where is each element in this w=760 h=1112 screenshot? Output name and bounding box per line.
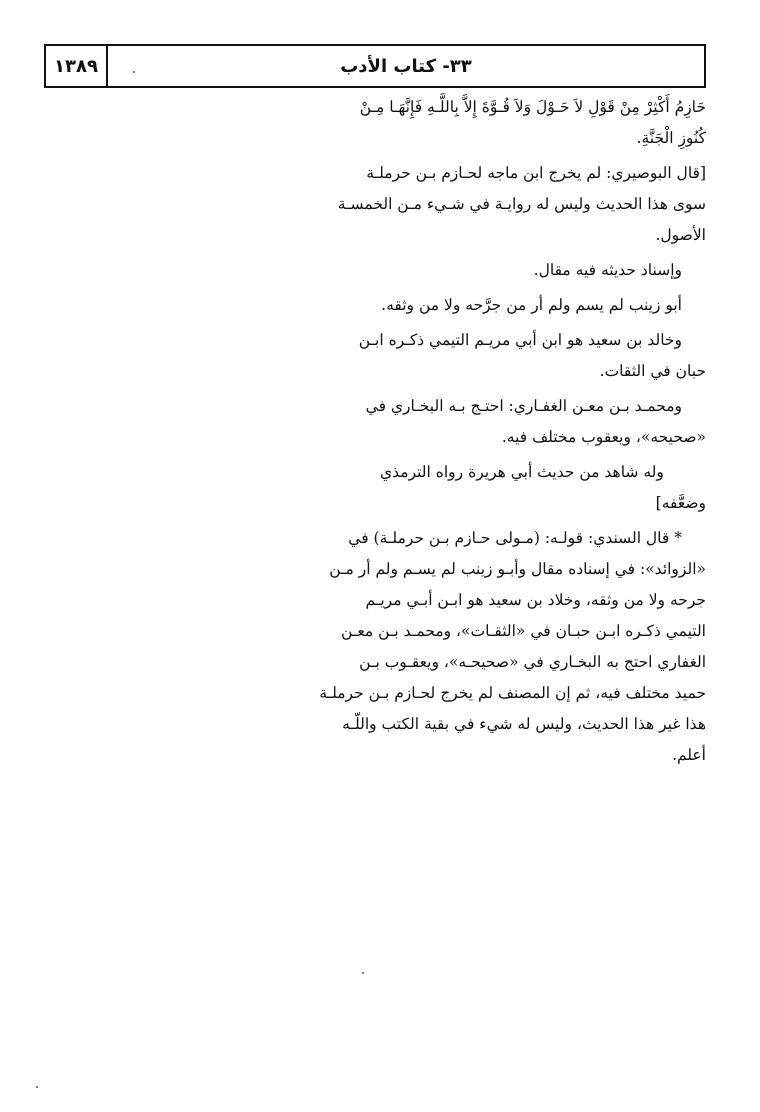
commentary-line: ومحمـد بـن معـن الغفـاري: احتـج بـه البخـاري في xyxy=(365,397,682,415)
commentary-line: أبو زينب لم يسم ولم أر من جرَّحه ولا من وثقه. xyxy=(381,296,682,314)
scan-speck xyxy=(36,1086,38,1088)
scan-speck xyxy=(133,71,135,73)
commentary-line: سوى هذا الحديث وليس له روايـة في شـيء مـن الخمسـة xyxy=(337,195,706,213)
commentary-line: الأصول. xyxy=(655,226,706,244)
page-number: ١٣٨٩ xyxy=(46,46,108,86)
commentary-line: حبان في الثقات. xyxy=(599,362,706,380)
hadith-text-line: حَازِمُ أَكْثِرْ مِنْ قَوْلِ لاَ حَـوْلَ وَلاَ قُـوَّةَ إِلاَّ بِاللَّـهِ فَإِنَّهَـا مِـنْ xyxy=(359,98,706,116)
page-header xyxy=(44,44,706,88)
commentary-line: «صحيحه»، ويعقوب مختلف فيه. xyxy=(501,428,706,446)
hadith-text-line: كُنُوزِ الْجَنَّةِ. xyxy=(636,129,706,147)
commentary-line: [قال البوصيري: لم يخرج ابن ماجه لحـازم بـن حرملـة xyxy=(366,164,706,182)
commentary-line: وله شاهد من حديث أبي هريرة رواه الترمذي xyxy=(380,463,664,481)
sindi-commentary-line: «الزوائد»: في إسناده مقال وأبـو زينب لم يسـم ولم أر مـن xyxy=(329,560,706,578)
chapter-title: ٣٣- كتاب الأدب xyxy=(340,55,472,77)
page-body xyxy=(319,92,706,771)
commentary-line: وخالد بن سعيد هو ابن أبي مريـم التيمي ذكـره ابـن xyxy=(358,331,682,349)
scan-speck xyxy=(362,972,364,974)
sindi-commentary-line: أعلم. xyxy=(672,746,706,764)
sindi-commentary-line: جرحه ولا من وثقه، وخلاد بن سعيد هو ابـن أبـي مريـم xyxy=(365,591,706,609)
sindi-commentary-line: الغفاري احتج به البخـاري في «صحيحـه»، ويعقـوب بـن xyxy=(359,653,706,671)
sindi-commentary-line: * قال السندي: قولـه: (مـولى حـازم بـن حرملـة) في xyxy=(348,529,682,547)
sindi-commentary-line: هذا غير هذا الحديث، وليس له شيء في بقية الكتب واللّـه xyxy=(342,715,706,733)
commentary-line: وضعَّفه] xyxy=(655,494,706,512)
sindi-commentary-line: حميد مختلف فيه، ثم إن المصنف لم يخرج لحـازم بـن حرملـة xyxy=(319,684,706,702)
sindi-commentary-line: التيمي ذكـره ابـن حبـان في «الثقـات»، ومحمـد بـن معـن xyxy=(341,622,706,640)
commentary-line: وإسناد حديثه فيه مقال. xyxy=(533,261,682,279)
